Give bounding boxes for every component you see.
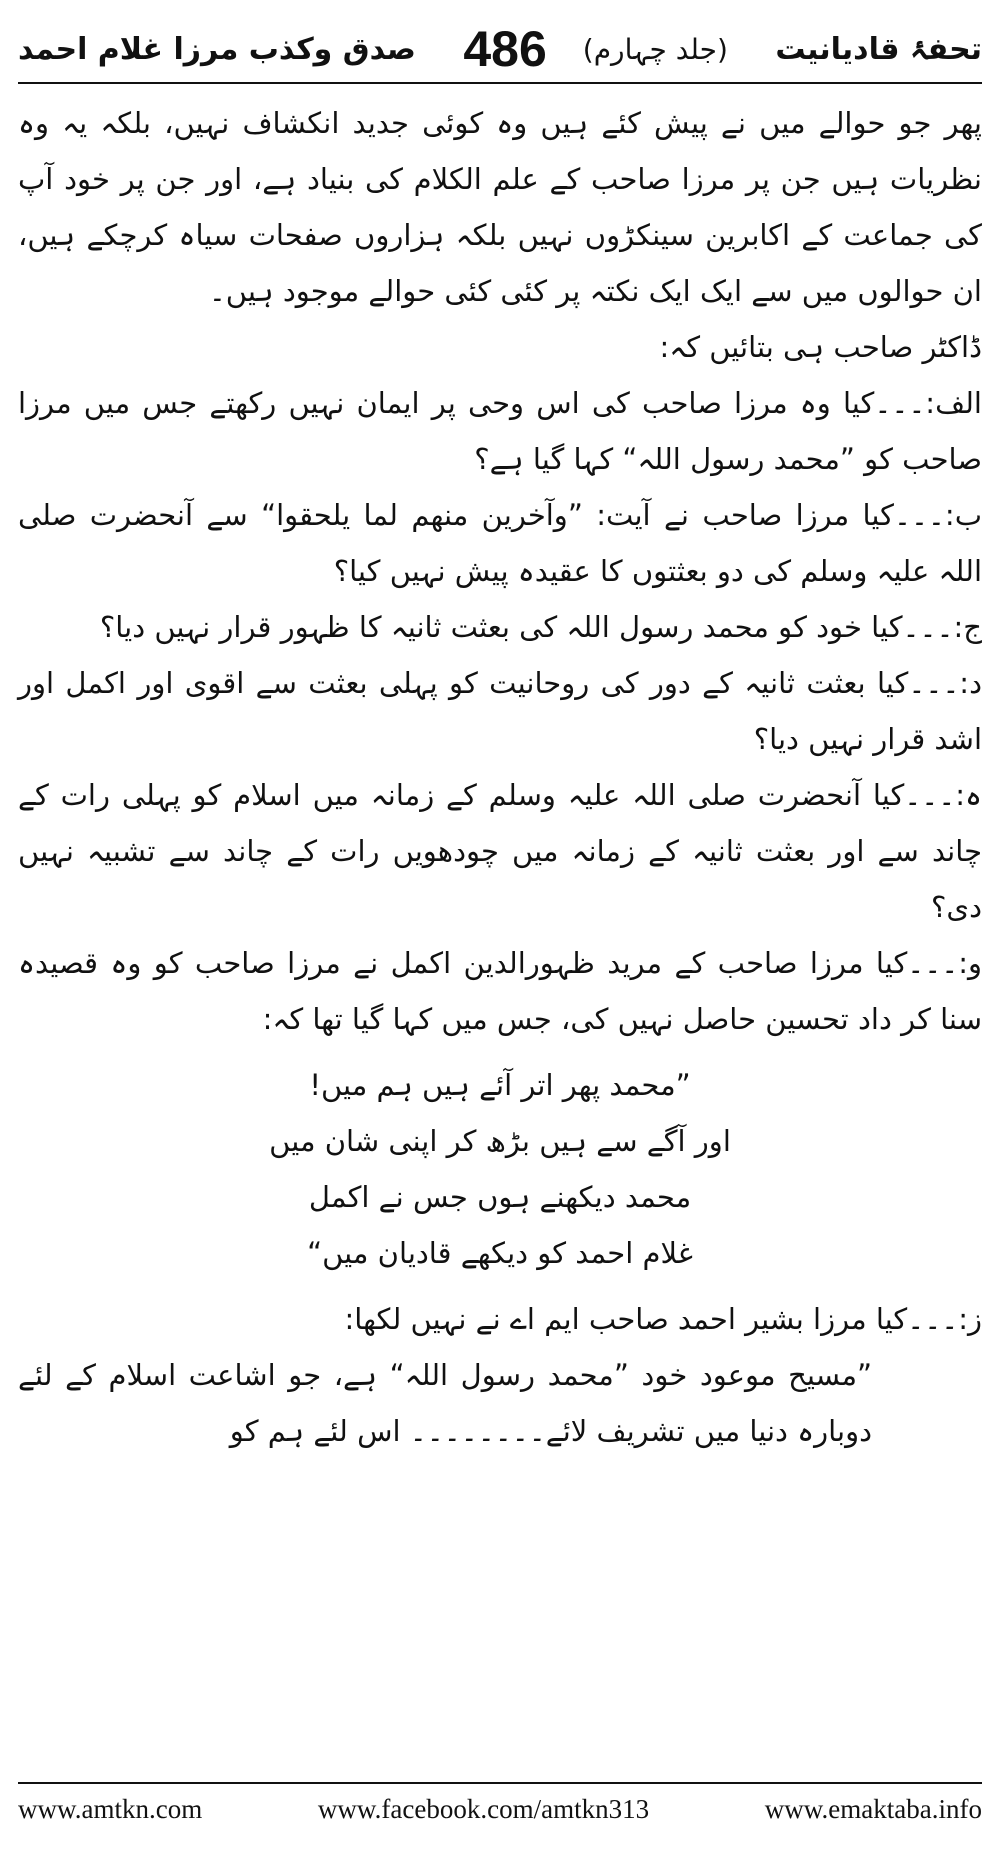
page-footer <box>18 1782 982 1834</box>
poem <box>18 1057 982 1281</box>
footer-link-emaktaba[interactable]: www.emaktaba.info <box>764 1793 982 1824</box>
footer-link-facebook[interactable]: www.facebook.com/amtkn313 <box>317 1793 650 1824</box>
page-number: 486 <box>463 21 547 77</box>
header-center <box>463 20 728 78</box>
question-dal: د:۔۔۔کیا بعثت ثانیہ کے دور کی روحانیت کو پہلی بعثت سے اقوی اور اکمل اور اشد قرار نہیں دیا؟ <box>18 666 982 756</box>
question-alif: الف:۔۔۔کیا وہ مرزا صاحب کی اس وحی پر ایمان نہیں رکھتے جس میں مرزا صاحب کو ”محمد رسول اللہ“ کہا گیا ہے؟ <box>18 386 982 476</box>
paragraph-intro: پھر جو حوالے میں نے پیش کئے ہیں وہ کوئی جدید انکشاف نہیں، بلکہ یہ وہ نظریات ہیں جن پر مرزا صاحب کے علم الکلام کی بنیاد ہے، اور جن پر خود آپ کی جماعت کے اکابرین سینکڑوں نہیں بلکہ ہزاروں صفحات سیاہ کرچکے ہیں، ان حوالوں میں سے ایک ایک نکتہ پر کئی کئی حوالے موجود ہیں۔ <box>18 106 982 308</box>
poem-line: محمد دیکھنے ہوں جس نے اکمل <box>308 1180 692 1214</box>
question-ze: ز:۔۔۔کیا مرزا بشیر احمد صاحب ایم اے نے نہیں لکھا: <box>344 1302 982 1336</box>
block-quote: ”مسیح موعود خود ”محمد رسول اللہ“ ہے، جو اشاعت اسلام کے لئے دوبارہ دنیا میں تشریف لائے۔۔۔۔۔۔۔۔ اس لئے ہم کو <box>18 1358 872 1448</box>
poem-line: اور آگے سے ہیں بڑھ کر اپنی شان میں <box>269 1124 731 1158</box>
question-be: ب:۔۔۔کیا مرزا صاحب نے آیت: ”وآخرین منھم لما یلحقوا“ سے آنحضرت صلی اللہ علیہ وسلم کی دو بعثتوں کا عقیدہ پیش نہیں کیا؟ <box>18 498 982 588</box>
page-body <box>18 95 982 1775</box>
poem-line: ”محمد پھر اتر آئے ہیں ہم میں! <box>309 1068 691 1102</box>
header-divider <box>18 82 982 84</box>
question-he: ہ:۔۔۔کیا آنحضرت صلی اللہ علیہ وسلم کے زمانہ میں اسلام کو پہلی رات کے چاند سے اور بعثت ثانیہ کے زمانہ میں چودھویں رات کے چاند سے تشبیہ نہیں دی؟ <box>18 778 982 924</box>
question-jeem: ج:۔۔۔کیا خود کو محمد رسول اللہ کی بعثت ثانیہ کا ظہور قرار نہیں دیا؟ <box>99 610 982 644</box>
volume-label: (جلد چہارم) <box>582 32 728 66</box>
paragraph-prompt: ڈاکٹر صاحب ہی بتائیں کہ: <box>659 330 982 364</box>
page-header <box>18 18 982 80</box>
poem-line: غلام احمد کو دیکھے قادیان میں“ <box>307 1236 693 1270</box>
footer-link-amtkn[interactable]: www.amtkn.com <box>18 1793 203 1824</box>
question-wao: و:۔۔۔کیا مرزا صاحب کے مرید ظہورالدین اکمل نے مرزا صاحب کو وہ قصیدہ سنا کر داد تحسین حاصل نہیں کی، جس میں کہا گیا تھا کہ: <box>18 946 982 1036</box>
chapter-title: صدق وکذب مرزا غلام احمد <box>18 31 416 67</box>
book-title: تحفۂ قادیانیت <box>775 31 982 67</box>
